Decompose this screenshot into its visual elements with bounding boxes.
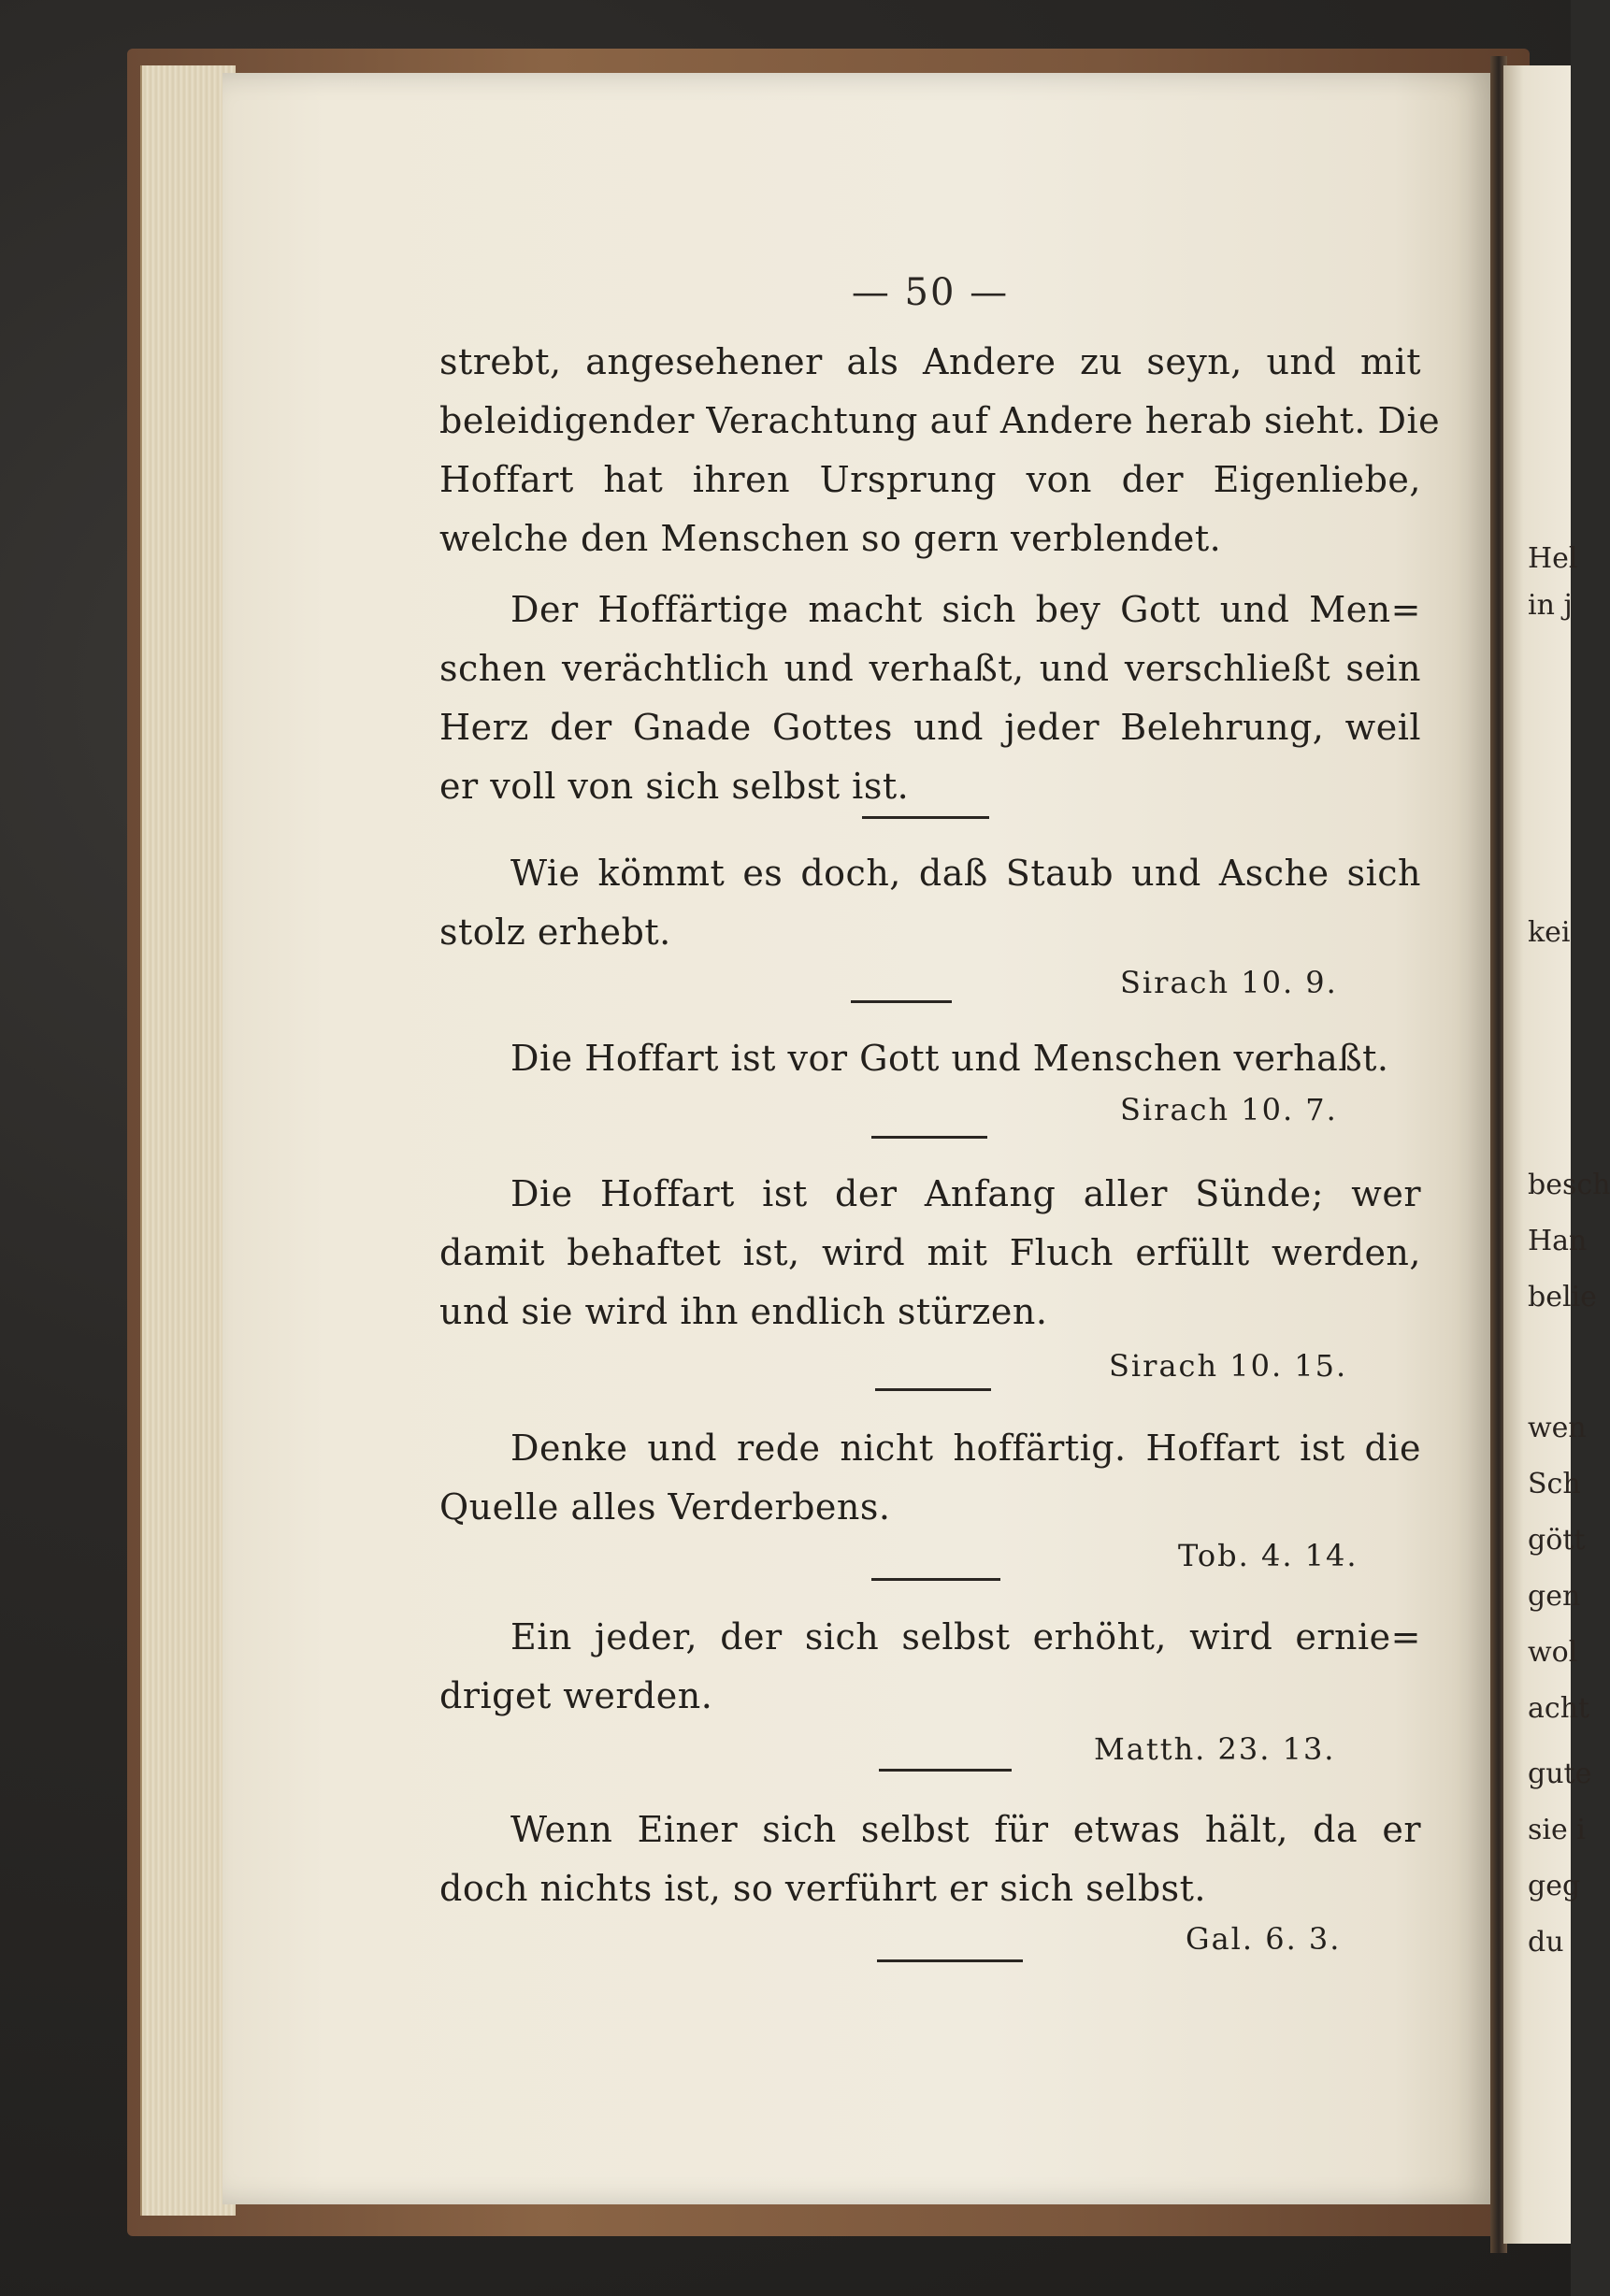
facing-fragment: besch (1528, 1169, 1610, 1201)
facing-fragment: Sch (1528, 1468, 1581, 1500)
facing-fragment: gött (1528, 1524, 1586, 1557)
divider-rule (871, 1136, 987, 1139)
facing-fragment: acht (1528, 1692, 1590, 1725)
divider-rule (871, 1578, 1000, 1581)
divider-rule (851, 1000, 952, 1003)
quote-line: Wie kömmt es doch, daß Staub und Asche sich (510, 853, 1421, 894)
quote-line: stolz erhebt. (439, 911, 671, 953)
quote-line: Die Hoffart ist der Anfang aller Sünde; wer (510, 1173, 1421, 1214)
quote-line: doch nichts ist, so verführt er sich selbst. (439, 1868, 1206, 1909)
quote-line: Die Hoffart ist vor Gott und Menschen verhaßt. (510, 1038, 1389, 1079)
divider-rule (879, 1769, 1012, 1772)
facing-fragment: Hel (1528, 542, 1578, 575)
quote-line: damit behaftet ist, wird mit Fluch erfüllt werden, (439, 1232, 1421, 1273)
divider-rule (862, 816, 989, 819)
text-line: schen verächtlich und verhaßt, und verschließt sein (439, 648, 1421, 689)
facing-fragment: gen (1528, 1580, 1581, 1613)
divider-rule (877, 1959, 1023, 1962)
quote-line: driget werden. (439, 1675, 713, 1716)
facing-fragment: Han (1528, 1225, 1588, 1257)
scripture-reference: Gal. 6. 3. (1186, 1921, 1342, 1957)
text-line: Der Hoffärtige macht sich bey Gott und Men= (510, 589, 1421, 630)
scripture-reference: Sirach 10. 7. (1120, 1092, 1338, 1127)
scripture-reference: Sirach 10. 15. (1109, 1348, 1348, 1384)
quote-line: Wenn Einer sich selbst für etwas hält, da er (510, 1809, 1421, 1850)
text-line: Hoffart hat ihren Ursprung von der Eigenliebe, (439, 459, 1421, 500)
text-line: Herz der Gnade Gottes und jeder Belehrung, weil (439, 707, 1421, 748)
scripture-reference: Tob. 4. 14. (1178, 1538, 1358, 1573)
page-stack-edge (140, 65, 236, 2216)
quote-line: Ein jeder, der sich selbst erhöht, wird ernie= (510, 1616, 1421, 1657)
facing-fragment: gute (1528, 1758, 1592, 1790)
quote-line: Quelle alles Verderbens. (439, 1486, 891, 1528)
facing-fragment: belie (1528, 1281, 1597, 1313)
facing-fragment: sie i (1528, 1814, 1586, 1846)
text-line: er voll von sich selbst ist. (439, 766, 910, 807)
text-line: welche den Menschen so gern verblendet. (439, 518, 1222, 559)
quote-line: Denke und rede nicht hoffärtig. Hoffart ist die (510, 1428, 1421, 1469)
facing-fragment: du (1528, 1926, 1564, 1959)
scripture-reference: Matth. 23. 13. (1094, 1731, 1336, 1767)
facing-fragment: kei (1528, 916, 1571, 949)
page-number: — 50 — (851, 271, 1010, 314)
quote-line: und sie wird ihn endlich stürzen. (439, 1291, 1048, 1332)
facing-fragment: in j (1528, 589, 1573, 622)
divider-rule (875, 1388, 991, 1391)
facing-page (1503, 65, 1571, 2244)
facing-fragment: wol (1528, 1636, 1578, 1669)
scripture-reference: Sirach 10. 9. (1120, 965, 1338, 1000)
facing-fragment: wen (1528, 1412, 1587, 1444)
facing-fragment: geg (1528, 1870, 1581, 1902)
text-line: strebt, angesehener als Andere zu seyn, und mit (439, 341, 1421, 382)
text-line: beleidigender Verachtung auf Andere herab sieht. Die (439, 400, 1441, 441)
